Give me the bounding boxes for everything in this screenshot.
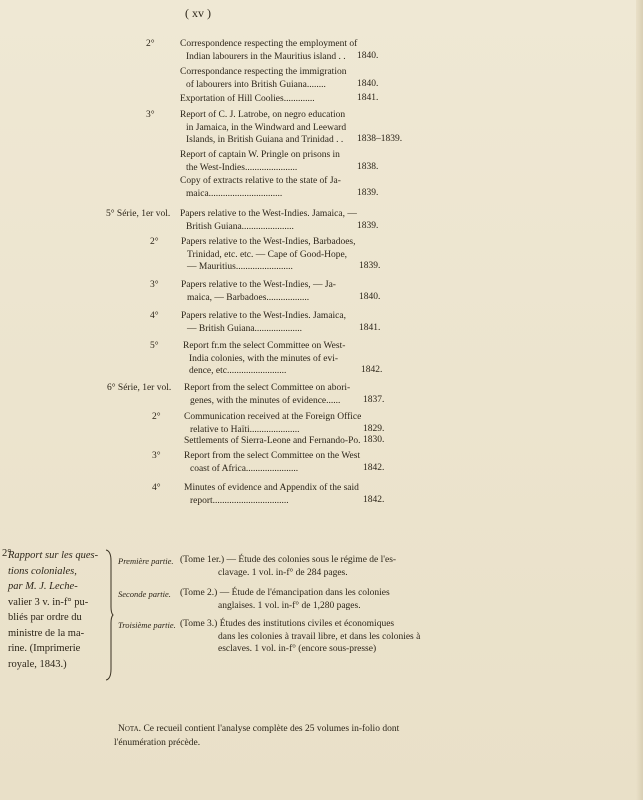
volume-label: 6° Série, 1er vol. [107,383,172,393]
entry-title [183,340,345,378]
entry-line: — Mauritius........................ [187,262,293,272]
entry-title [180,208,357,233]
page-number: ( xv ) [185,6,211,20]
entry-line: Report of captain W. Pringle on prisons in [180,150,340,160]
entry-line: Communication received at the Foreign Office [184,412,362,422]
entry-line: Report from the select Committee on abori- [184,383,351,393]
volume-label: 5° [150,341,159,351]
left-note-line: tions coloniales, [8,565,77,577]
left-note-line: royale, 1843.) [8,658,67,670]
entry-line: of labourers into British Guiana........ [186,79,326,90]
entry-line: Indian labourers in the Mauritius island . . [186,51,346,62]
left-note-line: bliés par ordre du [8,612,82,623]
entry-title [184,435,361,448]
entry-year: 1840. [357,78,379,89]
entry-title [180,149,340,174]
part-label-2: Seconde partie. [118,589,171,599]
volume-label: 4° [152,483,161,493]
entry-line: genes, with the minutes of evidence...... [190,395,341,406]
entry-year: 1841. [357,93,379,103]
volume-label: 3° [152,451,161,461]
entry-year: 1839. [357,187,379,198]
entry-line: Report fr.m the select Committee on West- [183,341,346,351]
part-line: (Tome 2.) — Étude de l'émancipation dans les colonies [180,588,390,598]
left-note-number: 2° [2,548,12,559]
entry-line: in Jamaica, in the Windward and Leeward [186,122,347,133]
entry-title [180,175,341,200]
nota-paragraph [114,723,400,750]
entry-title [184,382,350,407]
entry-title [180,109,346,147]
entry-year: 1840. [357,50,379,61]
volume-label: 4° [150,311,159,321]
entry-line: Exportation of Hill Coolies............. [180,94,315,104]
entry-line: Papers relative to the West-Indies, Barbadoes, [181,237,356,247]
entry-year: 1840. [359,291,381,302]
entry-line: Papers relative to the West-Indies, — Ja- [181,280,336,290]
part-line: dans les colonies à travail libre, et dans les colonies à [218,631,421,642]
entry-title [180,66,346,91]
entry-line: maica, — Barbadoes.................. [187,292,310,303]
entry-line: India colonies, with the minutes of evi- [189,353,339,364]
nota-line: Ce recueil contient l'analyse complète des 25 volumes in-folio dont [143,724,400,734]
part-label-1: Première partie. [118,556,174,566]
entry-line: the West-Indies...................... [186,162,298,173]
left-note-line: par M. J. Leche- [8,581,78,592]
entry-line: Minutes of evidence and Appendix of the said [184,483,359,493]
entry-year: 1842. [363,462,385,473]
volume-label: 2° [146,39,155,49]
part-label-3: Troisième partie. [118,620,176,630]
left-note-line: rine. (Imprimerie [8,643,81,654]
entry-line: Papers relative to the West-Indies. Jamaica, [181,311,346,321]
entry-line: report................................ [190,495,289,506]
entry-title [180,38,357,63]
entry-line: Report from the select Committee on the West [184,451,361,461]
part-line: (Tome 3.) Études des institutions civiles et économiques [180,619,395,629]
curly-brace-icon [104,549,114,681]
entry-year: 1838. [357,161,379,172]
part-line: clavage. 1 vol. in-f° de 284 pages. [218,567,348,578]
entry-year: 1829. [363,423,385,434]
entry-line: Papers relative to the West-Indies. Jamaica, — [180,209,357,219]
entry-line: — British Guiana.................... [187,323,303,334]
entry-line: relative to Haïti..................... [190,424,300,435]
volume-label: 2° [152,412,161,422]
part-text-1 [180,554,396,579]
nota-line: l'énumération précède. [114,737,201,748]
entry-title [180,93,315,106]
part-text-3 [180,618,420,656]
entry-year: 1838–1839. [357,134,403,144]
left-note-line: Rapport sur les ques- [8,550,99,561]
entry-line: Settlements of Sierra-Leone and Fernando-Po. [184,436,361,446]
volume-label: 3° [150,280,159,290]
left-note-line: ministre de la ma- [8,627,85,639]
entry-title [184,482,359,507]
part-line: (Tome 1er.) — Étude des colonies sous le régime de l'es- [180,555,397,565]
entry-year: 1837. [363,394,385,405]
nota-label: Nota. [118,724,142,734]
left-note-line: valier 3 v. in-f° pu- [8,596,89,608]
entry-line: dence, etc......................... [189,366,287,376]
part-line: anglaises. 1 vol. in-f° de 1,280 pages. [218,600,361,611]
entry-line: Report of C. J. Latrobe, on negro education [180,110,346,120]
entry-line: Correspondence respecting the employment of [180,39,358,49]
volume-label: 2° [150,237,159,247]
entry-title [184,411,361,436]
entry-line: Correspondance respecting the immigration [180,67,347,77]
entry-line: Copy of extracts relative to the state of Ja- [180,176,341,186]
entry-line: Islands, in British Guiana and Trinidad . . [186,135,344,145]
volume-label: 5° Série, 1er vol. [106,209,171,219]
entry-year: 1839. [359,261,381,271]
entry-line: Trinidad, etc. etc. — Cape of Good-Hope, [187,249,348,260]
page-edge [636,0,643,800]
entry-line: maica............................... [186,188,283,199]
entry-year: 1841. [359,322,381,333]
entry-title [181,236,356,274]
entry-line: coast of Africa...................... [190,463,299,474]
entry-year: 1842. [361,365,383,375]
left-note [8,548,110,672]
entry-year: 1842. [363,494,385,505]
entry-year: 1839. [357,220,379,231]
entry-title [181,279,336,304]
part-line: esclaves. 1 vol. in-f° (encore sous-presse) [218,644,377,654]
volume-label: 3° [146,110,155,120]
entry-title [181,310,346,335]
entry-line: British Guiana...................... [186,221,294,232]
entry-title [184,450,360,475]
entry-year: 1830. [363,435,385,445]
part-text-2 [180,587,390,612]
